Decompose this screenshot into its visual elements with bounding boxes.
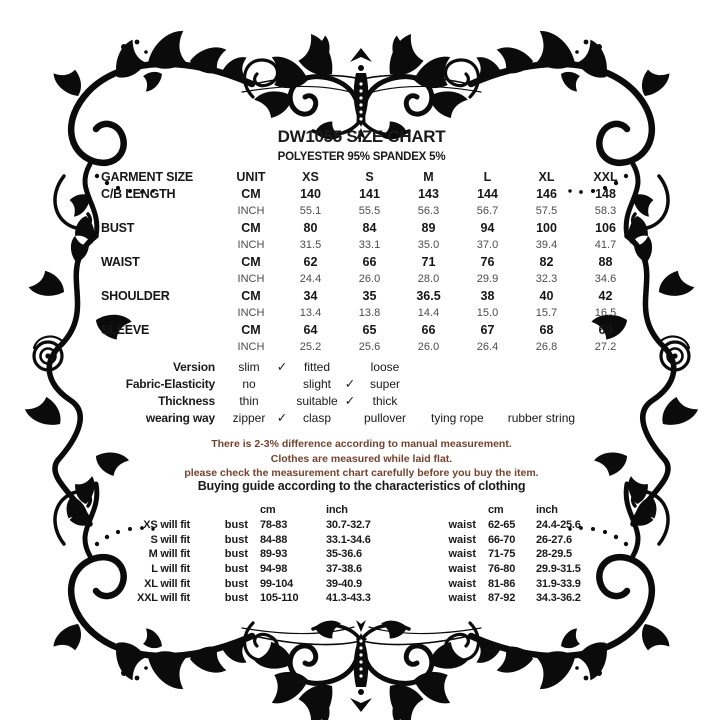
inch-range: 41.3-43.3 [326, 592, 371, 605]
option-fitted [293, 360, 359, 374]
size-row-shoulder [101, 287, 635, 304]
buying-guide-row-xl-will-fit [100, 576, 614, 591]
cm-range: 94-98 [260, 563, 288, 576]
size-column-header-l: L [483, 169, 492, 184]
size-row-waist [101, 253, 635, 270]
buying-guide-row-m-will-fit [100, 547, 614, 562]
fit-size-label: XL will fit [144, 577, 190, 590]
unit-label: CM [241, 254, 261, 269]
size-value: 146 [536, 186, 557, 201]
size-row-inch [101, 270, 635, 287]
inch-range: 24.4-25.6 [536, 519, 581, 532]
size-value: 140 [300, 186, 321, 201]
attribute-options [225, 410, 597, 425]
cm-range: 81-86 [488, 577, 516, 590]
size-value: 76 [480, 254, 495, 269]
size-value: 69 [598, 322, 613, 337]
inch-range: 29.9-31.5 [536, 563, 581, 576]
size-value: 27.2 [594, 340, 617, 353]
size-value: 40 [539, 288, 554, 303]
size-row-bust [101, 219, 635, 236]
attribute-row-fabric-elasticity [101, 375, 641, 392]
size-value: 100 [536, 220, 557, 235]
option-thin [225, 394, 291, 408]
body-part-label: waist [448, 548, 476, 561]
option-thick [361, 394, 427, 408]
attribute-label: wearing way [145, 410, 215, 425]
body-part-label: bust [224, 592, 248, 605]
size-value: 56.3 [417, 204, 440, 217]
buying-guide-header [100, 503, 614, 518]
attribute-label: Thickness [158, 393, 215, 408]
inch-range: 37-38.6 [326, 563, 362, 576]
size-value: 71 [421, 254, 436, 269]
cm-range: 89-93 [260, 548, 288, 561]
measurement-label: SHOULDER [101, 288, 170, 303]
measurement-label: BUST [101, 220, 135, 235]
buying-guide-row-xxl-will-fit [100, 591, 614, 606]
size-table-body [101, 185, 635, 355]
size-row-inch [101, 202, 635, 219]
buying-guide-row-s-will-fit [100, 532, 614, 547]
body-part-label: bust [224, 577, 248, 590]
attribute-label: Fabric-Elasticity [125, 376, 215, 391]
size-value: 26.4 [476, 340, 499, 353]
garment-attributes [101, 358, 641, 426]
size-column-header-garment-size: GARMENT SIZE [101, 169, 194, 184]
size-value: 15.7 [535, 306, 558, 319]
option-slim [225, 359, 291, 374]
body-part-label: waist [448, 533, 476, 546]
cm-range: 99-104 [260, 577, 294, 590]
size-value: 26.0 [358, 272, 381, 285]
size-column-header-m: M [423, 169, 434, 184]
size-value: 16.5 [594, 306, 617, 319]
size-row-sleeve [101, 321, 635, 338]
size-value: 14.4 [417, 306, 440, 319]
option-label: thick [372, 393, 398, 408]
size-column-header-xl: XL [538, 169, 555, 184]
unit-label: INCH [237, 238, 265, 251]
buying-guide-row-xs-will-fit [100, 518, 614, 533]
option-label: slim [238, 359, 260, 374]
option-label: suitable [296, 393, 338, 408]
fit-size-label: XS will fit [143, 519, 190, 532]
size-value: 84 [362, 220, 377, 235]
page-title: DW1055 SIZE CHART [277, 127, 446, 146]
unit-header-inch: inch [536, 504, 558, 517]
unit-label: INCH [237, 272, 265, 285]
size-value: 68 [539, 322, 554, 337]
size-value: 55.5 [358, 204, 381, 217]
size-value: 65 [362, 322, 377, 337]
size-value: 32.3 [535, 272, 558, 285]
size-value: 57.5 [535, 204, 558, 217]
size-value: 29.9 [476, 272, 499, 285]
note-line: There is 2-3% difference according to manual measurement. [211, 438, 512, 450]
size-value: 24.4 [299, 272, 322, 285]
cm-range: 105-110 [260, 592, 299, 605]
option-label: fitted [303, 359, 330, 374]
measurement-notes [0, 437, 723, 481]
buying-guide-title: Buying guide according to the characteristics of clothing [197, 479, 526, 493]
option-slight [293, 376, 359, 391]
measurement-label: WAIST [101, 254, 140, 269]
option-no [225, 377, 291, 391]
size-column-header-unit: UNIT [236, 169, 266, 184]
size-value: 38 [480, 288, 495, 303]
size-value: 56.7 [476, 204, 499, 217]
size-value: 66 [362, 254, 377, 269]
size-row-c-b-length [101, 185, 635, 202]
body-part-label: waist [448, 519, 476, 532]
cm-range: 84-88 [260, 533, 288, 546]
body-part-label: bust [224, 519, 248, 532]
unit-label: INCH [237, 306, 265, 319]
check-icon: ✓ [344, 394, 356, 408]
size-value: 66 [421, 322, 436, 337]
size-value: 94 [480, 220, 495, 235]
inch-range: 28-29.5 [536, 548, 572, 561]
size-row-inch [101, 338, 635, 355]
check-icon: ✓ [344, 377, 356, 391]
size-value: 82 [539, 254, 554, 269]
fabric-composition: POLYESTER 95% SPANDEX 5% [277, 151, 446, 163]
inch-range: 33.1-34.6 [326, 533, 371, 546]
note-line: please check the measurement chart carefully before you buy the item. [184, 467, 539, 480]
note-line: Clothes are measured while laid flat. [270, 452, 453, 465]
size-value: 88 [598, 254, 613, 269]
size-value: 42 [598, 288, 613, 303]
size-value: 55.1 [299, 204, 322, 217]
size-value: 89 [421, 220, 436, 235]
size-value: 31.5 [299, 238, 322, 251]
size-value: 41.7 [594, 238, 617, 251]
option-label: no [242, 376, 256, 391]
attribute-options [225, 359, 429, 374]
cm-range: 71-75 [488, 548, 516, 561]
unit-label: INCH [237, 204, 265, 217]
size-value: 62 [303, 254, 318, 269]
size-column-header-s: S [365, 169, 374, 184]
size-value: 15.0 [476, 306, 499, 319]
unit-label: CM [241, 288, 261, 303]
cm-range: 76-80 [488, 563, 516, 576]
unit-header-inch: inch [326, 504, 348, 517]
option-suitable [293, 393, 359, 408]
fit-size-label: L will fit [151, 563, 190, 576]
size-value: 28.0 [417, 272, 440, 285]
size-table-header [101, 168, 635, 185]
size-value: 141 [359, 186, 380, 201]
size-value: 148 [595, 186, 616, 201]
option-clasp [293, 411, 359, 425]
body-part-label: waist [448, 592, 476, 605]
option-label: clasp [302, 410, 331, 425]
size-value: 13.4 [299, 306, 322, 319]
attribute-row-version [101, 358, 641, 375]
body-part-label: waist [448, 563, 476, 576]
option-label: super [369, 376, 401, 391]
cm-range: 78-83 [260, 519, 288, 532]
size-value: 37.0 [476, 238, 499, 251]
attribute-row-thickness [101, 392, 641, 409]
buying-guide-row-l-will-fit [100, 562, 614, 577]
fit-size-label: M will fit [148, 548, 190, 561]
size-value: 34 [303, 288, 318, 303]
size-value: 80 [303, 220, 318, 235]
check-icon: ✓ [276, 360, 288, 374]
size-row-inch [101, 304, 635, 321]
option-rubber-string [506, 411, 595, 425]
body-part-label: bust [224, 563, 248, 576]
size-value: 35 [362, 288, 377, 303]
size-value: 64 [303, 322, 318, 337]
measurement-label: C/B LENGTH [101, 186, 176, 201]
size-value: 36.5 [416, 288, 441, 303]
inch-range: 34.3-36.2 [536, 592, 581, 605]
cm-range: 62-65 [488, 519, 516, 532]
size-value: 67 [480, 322, 495, 337]
unit-label: CM [241, 186, 261, 201]
check-icon: ✓ [276, 411, 288, 425]
size-value: 25.2 [299, 340, 322, 353]
size-value: 106 [595, 220, 616, 235]
option-label: slight [302, 376, 331, 391]
option-label: zipper [232, 410, 266, 425]
unit-label: INCH [237, 340, 265, 353]
size-value: 33.1 [358, 238, 381, 251]
size-value: 25.6 [358, 340, 381, 353]
fit-size-label: XXL will fit [136, 592, 190, 605]
buying-guide-table [100, 503, 614, 606]
option-label: pullover [363, 410, 407, 425]
fit-size-label: S will fit [150, 533, 190, 546]
size-column-header-xs: XS [302, 169, 319, 184]
attribute-row-wearing-way [101, 409, 641, 426]
size-value: 143 [418, 186, 439, 201]
size-value: 34.6 [594, 272, 617, 285]
body-part-label: bust [224, 548, 248, 561]
attribute-options [225, 376, 429, 391]
size-value: 35.0 [417, 238, 440, 251]
attribute-label: Version [173, 359, 215, 374]
unit-label: CM [241, 322, 261, 337]
option-label: tying rope [431, 410, 484, 425]
option-pullover [361, 411, 427, 425]
attribute-options [225, 393, 429, 408]
body-part-label: bust [224, 533, 248, 546]
inch-range: 39-40.9 [326, 577, 362, 590]
option-zipper [225, 410, 291, 425]
option-label: thin [239, 393, 259, 408]
unit-header-cm: cm [260, 504, 276, 517]
size-value: 26.0 [417, 340, 440, 353]
unit-label: CM [241, 220, 261, 235]
option-super [361, 377, 427, 391]
inch-range: 31.9-33.9 [536, 577, 581, 590]
size-value: 58.3 [594, 204, 617, 217]
inch-range: 35-36.6 [326, 548, 362, 561]
size-value: 39.4 [535, 238, 558, 251]
cm-range: 87-92 [488, 592, 516, 605]
size-value: 144 [477, 186, 498, 201]
size-row-inch [101, 236, 635, 253]
inch-range: 30.7-32.7 [326, 519, 371, 532]
unit-header-cm: cm [488, 504, 504, 517]
option-label: rubber string [507, 410, 576, 425]
size-value: 26.8 [535, 340, 558, 353]
measurement-label: SLEEVE [101, 322, 150, 337]
body-part-label: waist [448, 577, 476, 590]
cm-range: 66-70 [488, 533, 516, 546]
size-table [101, 168, 635, 355]
size-value: 13.8 [358, 306, 381, 319]
option-loose [361, 360, 427, 374]
inch-range: 26-27.6 [536, 533, 572, 546]
size-column-header-xxl: XXL [593, 169, 618, 184]
option-label: loose [370, 359, 400, 374]
option-tying-rope [429, 411, 504, 425]
